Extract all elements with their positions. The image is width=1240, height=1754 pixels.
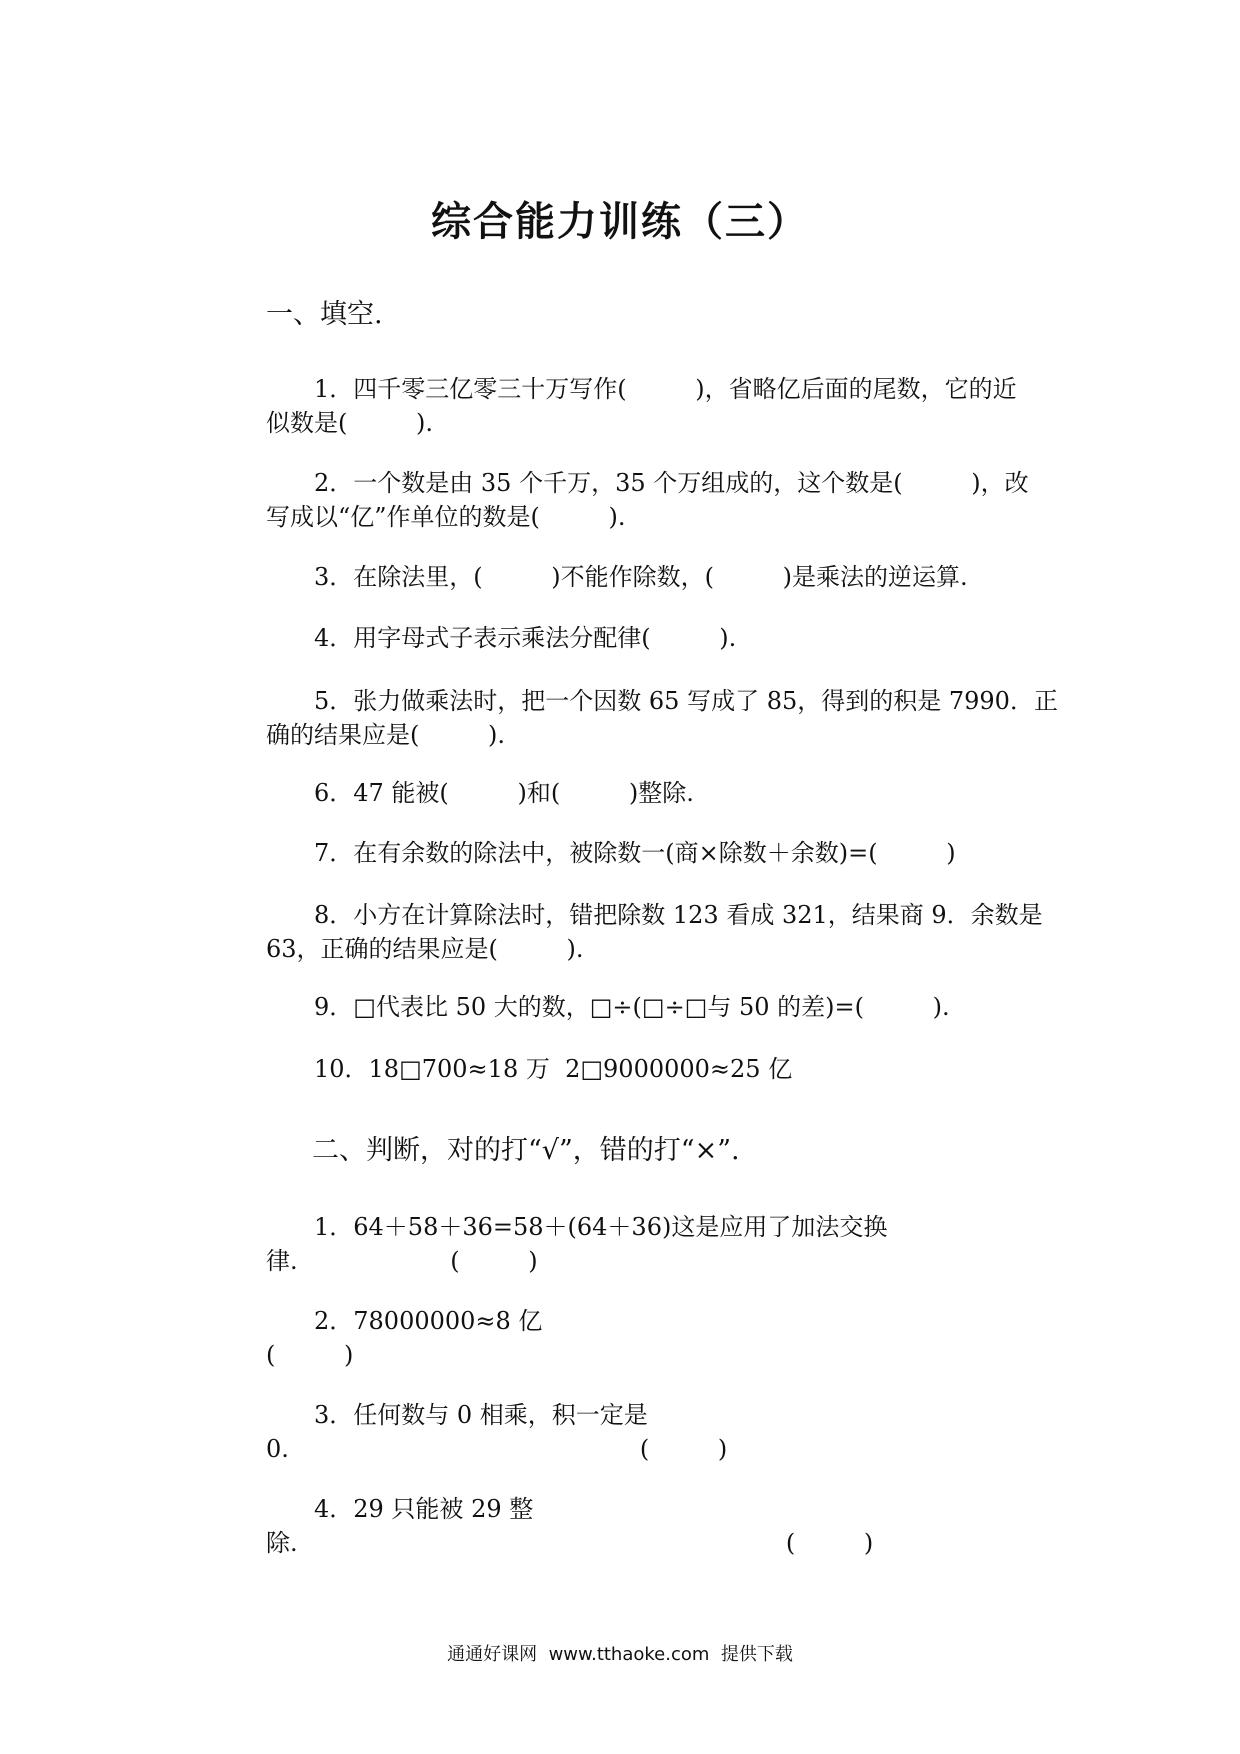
question-line: 3．在除法里，( )不能作除数，( )是乘法的逆运算.: [314, 563, 968, 591]
question-line: 似数是( ).: [266, 409, 434, 437]
question-fill-4: [266, 621, 1076, 655]
question-fill-10: [266, 1052, 1076, 1086]
question-line: 确的结果应是( ).: [266, 721, 506, 749]
question-fill-8: [266, 898, 1076, 966]
question-line: 1．64＋58＋36=58＋(64＋36)这是应用了加法交换: [314, 1213, 888, 1241]
section-heading-judge: 二、判断，对的打“√”，错的打“×”.: [312, 1135, 740, 1166]
question-fill-5: [266, 684, 1076, 752]
question-fill-1: [266, 372, 1076, 440]
question-line: 1．四千零三亿零三十万写作( )，省略亿后面的尾数，它的近: [314, 375, 1017, 403]
question-judge-1: [266, 1210, 1076, 1278]
question-line: 除. ( ): [266, 1529, 874, 1557]
question-fill-9: [266, 990, 1076, 1024]
question-line: 9．□代表比 50 大的数，□÷(□÷□与 50 的差)=( ).: [314, 993, 950, 1021]
question-judge-4: [266, 1492, 1076, 1560]
question-fill-6: [266, 776, 1076, 810]
question-line: 2．78000000≈8 亿: [314, 1307, 543, 1335]
question-line: 10．18□700≈18 万 2□9000000≈25 亿: [314, 1055, 793, 1083]
question-fill-7: [266, 836, 1076, 870]
page-title: 综合能力训练（三）: [431, 199, 809, 245]
question-line: 0. ( ): [266, 1435, 728, 1463]
question-fill-2: [266, 466, 1076, 534]
question-fill-3: [266, 560, 1076, 594]
question-line: ( ): [266, 1341, 354, 1369]
question-line: 3．任何数与 0 相乘，积一定是: [314, 1401, 648, 1429]
question-line: 2．一个数是由 35 个千万，35 个万组成的，这个数是( )，改: [314, 469, 1029, 497]
question-line: 律. ( ): [266, 1247, 538, 1275]
question-line: 4．29 只能被 29 整: [314, 1495, 534, 1523]
question-judge-2: [266, 1304, 1076, 1372]
question-line: 4．用字母式子表示乘法分配律( ).: [314, 624, 737, 652]
section-heading-fill: 一、填空.: [266, 299, 383, 330]
page-footer: 通通好课网 www.tthaoke.com 提供下载: [447, 1644, 793, 1665]
question-line: 写成以“亿”作单位的数是( ).: [266, 503, 626, 531]
question-judge-3: [266, 1398, 1076, 1466]
question-line: 8．小方在计算除法时，错把除数 123 看成 321，结果商 9．余数是: [314, 901, 1043, 929]
question-line: 63，正确的结果应是( ).: [266, 935, 584, 963]
question-line: 6．47 能被( )和( )整除.: [314, 779, 694, 807]
question-line: 5．张力做乘法时，把一个因数 65 写成了 85，得到的积是 7990．正: [314, 687, 1058, 715]
question-line: 7．在有余数的除法中，被除数一(商×除数＋余数)=( ): [314, 839, 956, 867]
